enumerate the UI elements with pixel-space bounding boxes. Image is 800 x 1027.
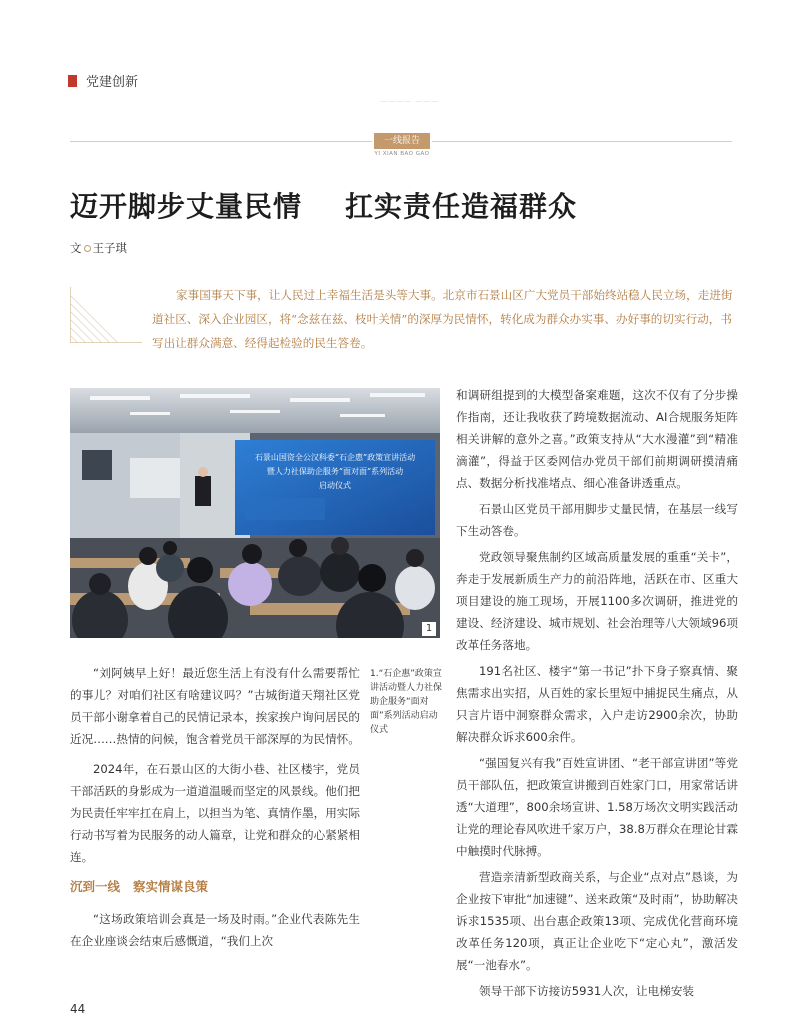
event-photo bbox=[70, 388, 440, 638]
section-label: 党建创新 bbox=[86, 75, 139, 90]
paragraph: 191名社区、楼宇“第一书记”扑下身子察真情、聚焦需求出实招，从百姓的家长里短中捕捉民生痛点，从只言片语中洞察群众需求，入户走访2900余次，协助解决群众诉求600余件。 bbox=[456, 664, 738, 744]
event-photo-scene bbox=[70, 388, 440, 638]
photo-number: 1 bbox=[422, 622, 436, 636]
paragraph: 2024年，在石景山区的大街小巷、社区楼宇，党员干部活跃的身影成为一道道温暖而坚定的风景线。他们把为民责任牢牢扛在肩上，以担当为笔、真情作墨，用实际行动书写着为民服务的动人篇章，让党和群众的心紧紧相连。 bbox=[70, 762, 360, 864]
screen-line-1: 石景山国资全公汉科委“石企惠”政策宣讲活动 bbox=[254, 453, 416, 462]
column-badge: 一线报告 bbox=[374, 133, 430, 149]
section-tag bbox=[68, 71, 138, 90]
column-badge-pinyin: YI XIAN BAO GAO bbox=[374, 151, 430, 157]
paragraph: “这场政策培训会真是一场及时雨。”企业代表陈先生在企业座谈会结束后感慨道，“我们上次 bbox=[70, 912, 360, 948]
paragraph: 石景山区党员干部用脚步丈量民情，在基层一线写下生动答卷。 bbox=[456, 502, 738, 538]
section-subheading: 沉到一线 察实情谋良策 bbox=[70, 879, 209, 894]
paragraph: “强国复兴有我”百姓宣讲团、“老干部宣讲团”等党员干部队伍，把政策宣讲搬到百姓家门口，用家常话讲透“大道理”，800余场宣讲、1.58万场次文明实践活动让党的理论春风吹进千家万户，38.8万群众在理论甘霖中触摸时代脉搏。 bbox=[456, 756, 738, 858]
photo-caption: 1.“石企惠”政策宣讲活动暨人力社保助企服务“面对面”系列活动启动仪式 bbox=[370, 669, 443, 735]
paragraph: 营造亲清新型政商关系，与企业“点对点”恳谈，为企业按下审批“加速键”、送来政策“及时雨”，协助解决诉求1535项、出台惠企政策13项、完成优化营商环境改革任务120项，真正让企业吃下“定心丸”，激活发展“一池春水”。 bbox=[456, 870, 738, 972]
screen-line-2: 暨人力社保助企服务“面对面”系列活动 bbox=[266, 467, 404, 476]
byline bbox=[70, 240, 127, 256]
decorative-top-text: ———— ——— bbox=[380, 97, 440, 105]
byline-author: 王子琪 bbox=[92, 241, 127, 255]
section-mark bbox=[68, 75, 77, 87]
paragraph: 领导干部下访接访5931人次，让电梯安装 bbox=[479, 984, 695, 998]
lead-paragraph: 家事国事天下事，让人民过上幸福生活是头等大事。北京市石景山区广大党员干部始终站稳人民立场，走进街道社区、深入企业园区，将“念兹在兹、枝叶关情”的深厚为民情怀，转化成为群众办实事、办好事的切实行动，书写出让群众满意、经得起检验的民生答卷。 bbox=[152, 288, 733, 350]
paragraph: “刘阿姨早上好！最近您生活上有没有什么需要帮忙的事儿？对咱们社区有啥建议吗？”古城街道天翔社区党员干部小谢拿着自己的民情记录本，挨家挨户询问居民的近况……热情的问候，饱含着党员干部深厚的为民情怀。 bbox=[70, 666, 360, 746]
screen-line-3: 启动仪式 bbox=[319, 481, 351, 490]
column-rule-right bbox=[432, 141, 732, 142]
paragraph: 党政领导聚焦制约区域高质量发展的重重“关卡”，奔走于发展新质生产力的前沿阵地，活跃在市、区重大项目建设的施工现场，开展1100多次调研，推进党的建设、经济建设、城市规划、社会治理等八大领域96项改革任务落地。 bbox=[456, 550, 738, 652]
article-headline: 迈开脚步丈量民情 扛实责任造福群众 bbox=[70, 190, 577, 223]
lead-decoration-icon bbox=[70, 287, 142, 343]
paragraph: 和调研组提到的大模型备案难题，这次不仅有了分步操作指南，还让我收获了跨境数据流动、AI合规服务矩阵相关讲解的意外之喜。”政策支持从“大水漫灌”到“精准滴灌”，得益于区委网信办党员干部们前期调研摸清痛点、数据分析找准堵点、细心准备讲透重点。 bbox=[456, 388, 738, 490]
article-column-left bbox=[70, 662, 360, 952]
byline-dot-icon bbox=[84, 245, 91, 252]
byline-prefix: 文 bbox=[70, 241, 82, 255]
article-column-right bbox=[456, 384, 738, 1002]
column-rule-left bbox=[70, 141, 372, 142]
page-number: 44 bbox=[70, 1002, 86, 1016]
